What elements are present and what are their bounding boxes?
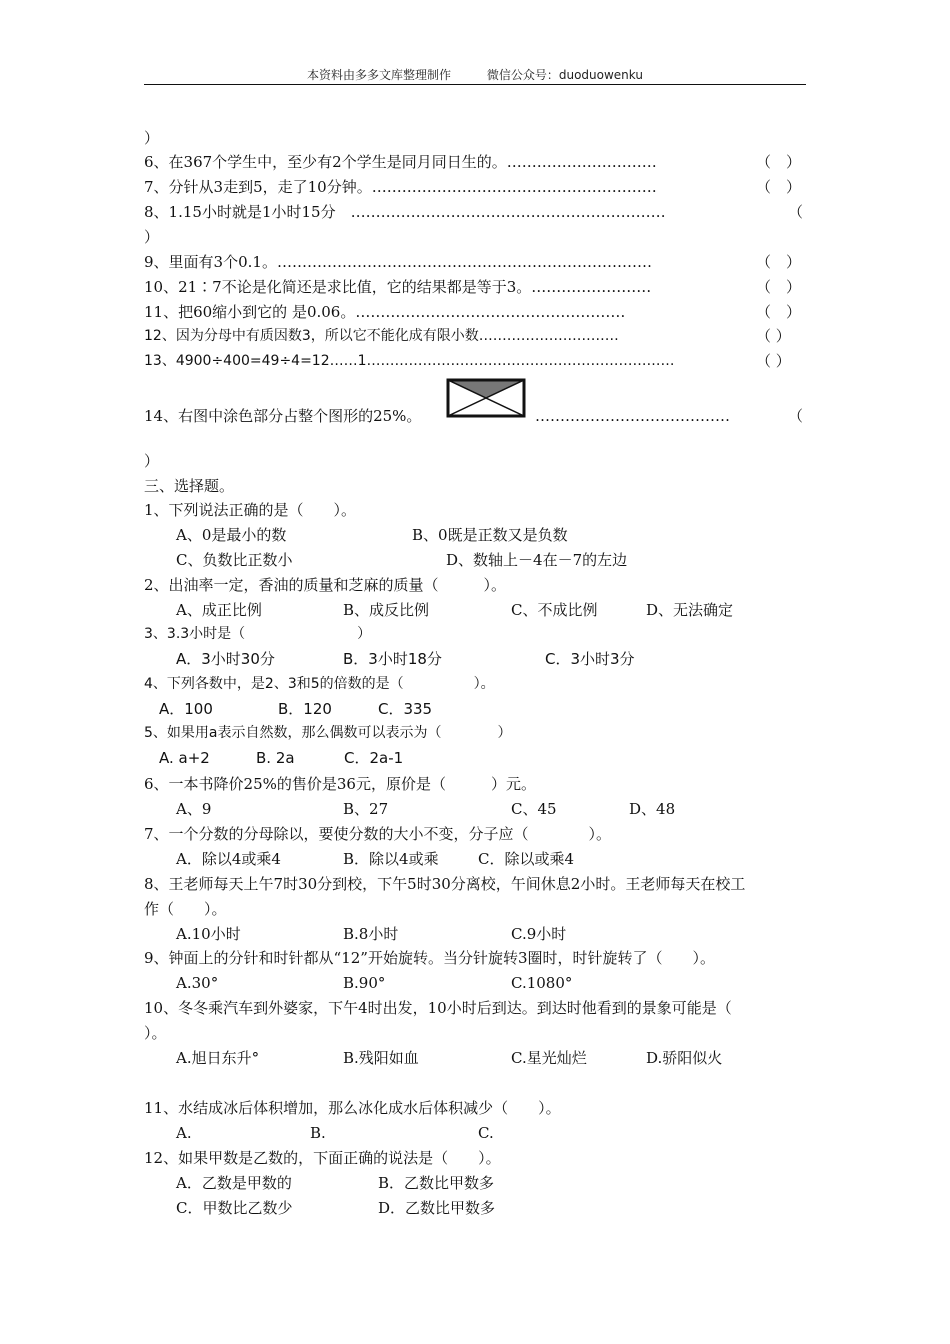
question-1-stem: 1、下列说法正确的是（ ）。 [144,501,357,519]
q7-option-c[interactable]: C．除以或乘4 [478,850,575,868]
question-5-stem: 5、如果用a表示自然数，那么偶数可以表示为（ ） [144,725,512,741]
q3-option-b[interactable]: B．3小时18分 [343,650,442,668]
q5-option-c[interactable]: C．2a-1 [344,749,404,767]
header-rule [144,84,806,85]
question-11-stem: 11、水结成冰后体积增加，那么冰化成水后体积减少（ ）。 [144,1099,561,1117]
q11-option-c[interactable]: C. [478,1124,494,1142]
q10-option-a[interactable]: A.旭日东升° [176,1049,260,1067]
q3-option-a[interactable]: A．3小时30分 [176,650,275,668]
q6-option-c[interactable]: C、45 [511,800,557,818]
q6-option-b[interactable]: B、27 [343,800,389,818]
judgement-item-10: 10、21∶7不论是化简还是求比值，它的结果都是等于3。…………………… [144,278,652,296]
answer-paren-13[interactable]: （ ） [756,352,791,370]
question-12-stem: 12、如果甲数是乙数的，下面正确的说法是（ ）。 [144,1149,501,1167]
q12-option-b[interactable]: B．乙数比甲数多 [378,1174,495,1192]
judgement-item-7: 7、分针从3走到5，走了10分钟。………………………………………………… [144,178,657,196]
answer-paren-8-tail: ） [144,228,160,246]
question-8-stem: 8、王老师每天上午7时30分到校，下午5时30分离校，午间休息2小时。王老师每天在校工 [144,875,746,893]
q2-option-b[interactable]: B、成反比例 [343,601,430,619]
header-left-text: 本资料由多多文库整理制作 [307,68,452,82]
judgement-item-9: 9、里面有3个0.1。………………………………………………………………… [144,253,652,271]
answer-paren-7[interactable]: （ ） [756,178,802,196]
answer-paren-9[interactable]: （ ） [756,253,802,271]
q12-option-d[interactable]: D．乙数比甲数多 [378,1199,496,1217]
q9-option-b[interactable]: B.90° [343,974,386,992]
q12-option-a[interactable]: A．乙数是甲数的 [176,1174,292,1192]
q4-option-c[interactable]: C．335 [378,700,433,718]
header-right-text: 微信公众号：duoduowenku [486,68,643,82]
q10-option-b[interactable]: B.残阳如血 [343,1049,419,1067]
question-6-stem: 6、一本书降价25%的售价是36元，原价是（ ）元。 [144,775,536,793]
q3-option-c[interactable]: C．3小时3分 [545,650,635,668]
q1-option-d[interactable]: D、数轴上－4在－7的左边 [446,551,628,569]
answer-paren-6[interactable]: （ ） [756,153,802,171]
answer-paren-14-tail: ） [144,452,160,470]
q8-option-c[interactable]: C.9小时 [511,925,567,943]
question-10-stem: 10、冬冬乘汽车到外婆家，下午4时出发，10小时后到达。到达时他看到的景象可能是（ [144,999,732,1017]
judgement-item-6: 6、在367个学生中，至少有2个学生是同月同日生的。………………………… [144,153,657,171]
q11-option-b[interactable]: B. [310,1124,326,1142]
question-3-stem: 3、3.3小时是（ ） [144,626,372,642]
judgement-item-12: 12、因为分母中有质因数3，所以它不能化成有限小数………………………… [144,328,619,344]
q12-option-c[interactable]: C．甲数比乙数少 [176,1199,293,1217]
answer-paren-14[interactable]: （ [788,407,804,425]
q6-option-d[interactable]: D、48 [629,800,676,818]
question-2-stem: 2、出油率一定，香油的质量和芝麻的质量（ ）。 [144,576,507,594]
q11-option-a[interactable]: A. [176,1124,192,1142]
q8-option-b[interactable]: B.8小时 [343,925,399,943]
q1-option-c[interactable]: C、负数比正数小 [176,551,293,569]
q2-option-c[interactable]: C、不成比例 [511,601,598,619]
q4-option-b[interactable]: B．120 [278,700,332,718]
page-header [0,66,950,83]
q5-option-a[interactable]: A. a+2 [159,749,210,767]
q1-option-b[interactable]: B、0既是正数又是负数 [412,526,568,544]
q8-option-a[interactable]: A.10小时 [176,925,241,943]
shaded-triangle [448,380,524,398]
q2-option-a[interactable]: A、成正比例 [176,601,262,619]
q10-option-c[interactable]: C.星光灿烂 [511,1049,587,1067]
q5-option-b[interactable]: B. 2a [256,749,295,767]
q6-option-a[interactable]: A、9 [176,800,212,818]
q1-option-a[interactable]: A、0是最小的数 [176,526,287,544]
q9-option-a[interactable]: A.30° [176,974,219,992]
question-7-stem: 7、一个分数的分母除以，要使分数的大小不变，分子应（ ）。 [144,825,612,843]
judgement-item-13: 13、4900÷400=49÷4=12……1………………………………………………………… [144,353,675,369]
shaded-rectangle-figure [446,378,526,418]
judgement-item-14-dots: ………………………………… [535,407,730,425]
question-8-stem-continued: 作（ ）。 [144,900,227,918]
answer-paren-12[interactable]: （ ） [756,327,791,345]
judgement-item-8: 8、1.15小时就是1小时15分 ……………………………………………………… [144,203,666,221]
question-4-stem: 4、下列各数中，是2、3和5的倍数的是（ ）。 [144,676,495,692]
answer-paren-11[interactable]: （ ） [756,303,802,321]
q4-option-a[interactable]: A．100 [159,700,213,718]
question-9-stem: 9、钟面上的分针和时针都从“12”开始旋转。当分针旋转3圈时，时针旋转了（ ）。 [144,949,716,967]
section-3-title: 三、选择题。 [144,477,235,495]
answer-paren-8[interactable]: （ [788,203,804,221]
question-10-stem-continued: ）。 [144,1024,167,1042]
answer-paren-10[interactable]: （ ） [756,278,802,296]
q10-option-d[interactable]: D.骄阳似火 [646,1049,723,1067]
q9-option-c[interactable]: C.1080° [511,974,573,992]
q2-option-d[interactable]: D、无法确定 [646,601,734,619]
judgement-item-11: 11、把60缩小到它的 是0.06。……………………………………………… [144,303,626,321]
q7-option-b[interactable]: B．除以4或乘 [343,850,439,868]
carry-over-paren: ） [144,129,160,147]
judgement-item-14: 14、右图中涂色部分占整个图形的25%。 [144,407,422,425]
q7-option-a[interactable]: A．除以4或乘4 [176,850,281,868]
